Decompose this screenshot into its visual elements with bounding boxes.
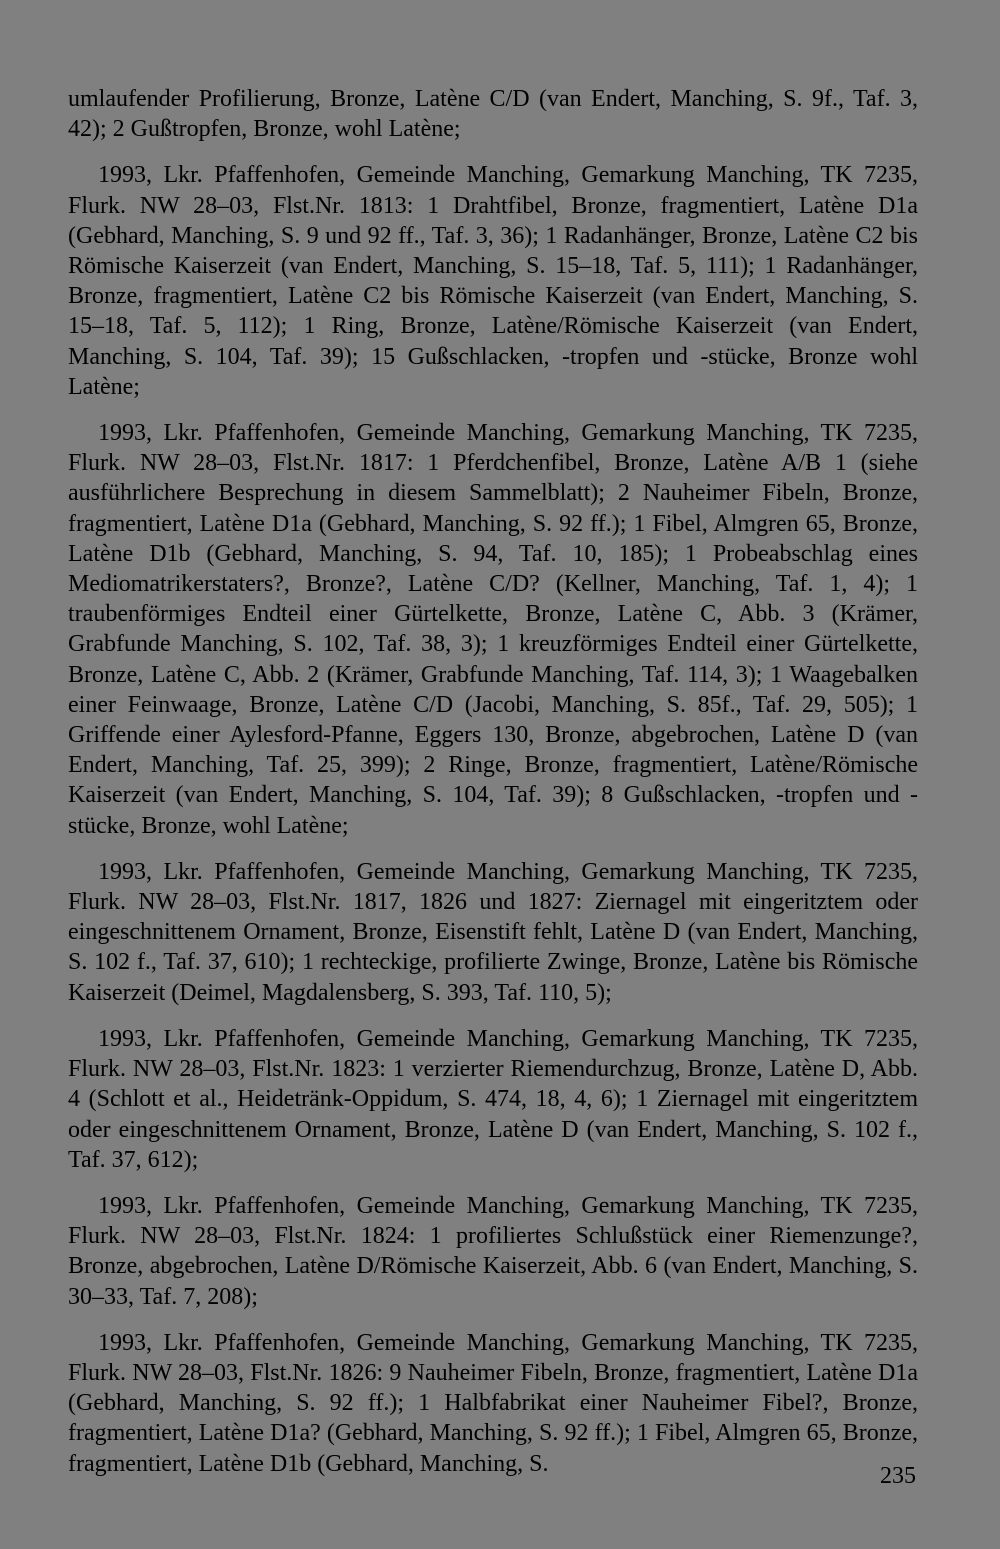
page-number: 235 [880, 1463, 916, 1489]
paragraph-flst-1817: 1993, Lkr. Pfaffenhofen, Gemeinde Manching, Gemarkung Manching, TK 7235, Flurk. NW 28–03, Flst.Nr. 1817: 1 Pferdchenfibel, Bronze, Latène A/B 1 (siehe ausführlichere Besprechung in diesem Sammelblatt); 2 Nauheimer Fibeln, Bronze, fragmentiert, Latène D1a (Gebhard, Manching, S. 92 ff.); 1 Fibel, Almgren 65, Bronze, Latène D1b (Gebhard, Manching, S. 94, Taf. 10, 185); 1 Probeabschlag eines Mediomatrikerstaters?, Bronze?, Latène C/D? (Kellner, Manching, Taf. 1, 4); 1 traubenförmiges Endteil einer Gürtelkette, Bronze, Latène C, Abb. 3 (Krämer, Grabfunde Manching, S. 102, Taf. 38, 3); 1 kreuzförmiges Endteil einer Gürtelkette, Bronze, Latène C, Abb. 2 (Krämer, Grabfunde Manching, Taf. 114, 3); 1 Waagebalken einer Feinwaage, Bronze, Latène C/D (Jacobi, Manching, S. 85f., Taf. 29, 505); 1 Griffende einer Aylesford-Pfanne, Eggers 130, Bronze, abgebrochen, Latène D (van Endert, Manching, Taf. 25, 399); 2 Ringe, Bronze, fragmentiert, Latène/Römische Kaiserzeit (van Endert, Manching, S. 104, Taf. 39); 8 Gußschlacken, -tropfen und -stücke, Bronze, wohl Latène; [68, 420, 918, 839]
paragraph-flst-1817-1826-1827: 1993, Lkr. Pfaffenhofen, Gemeinde Manching, Gemarkung Manching, TK 7235, Flurk. NW 28–03, Flst.Nr. 1817, 1826 und 1827: Ziernagel mit eingeritztem oder eingeschnittenem Ornament, Bronze, Eisenstift fehlt, Latène D (van Endert, Manching, S. 102 f., Taf. 37, 610); 1 rechteckige, profilierte Zwinge, Bronze, Latène bis Römische Kaiserzeit (Deimel, Magdalensberg, S. 393, Taf. 110, 5); [68, 858, 918, 1006]
page-body [68, 84, 918, 1495]
paragraph-flst-1824: 1993, Lkr. Pfaffenhofen, Gemeinde Manching, Gemarkung Manching, TK 7235, Flurk. NW 28–03, Flst.Nr. 1824: 1 profiliertes Schlußstück einer Riemenzunge?, Bronze, abgebrochen, Latène D/Römische Kaiserzeit, Abb. 6 (van Endert, Manching, S. 30–33, Taf. 7, 208); [68, 1192, 918, 1310]
paragraph-flst-1826: 1993, Lkr. Pfaffenhofen, Gemeinde Manching, Gemarkung Manching, TK 7235, Flurk. NW 28–03, Flst.Nr. 1826: 9 Nauheimer Fibeln, Bronze, fragmentiert, Latène D1a (Gebhard, Manching, S. 92 ff.); 1 Halbfabrikat einer Nauheimer Fibel?, Bronze, fragmentiert, Latène D1a? (Gebhard, Manching, S. 92 ff.); 1 Fibel, Almgren 65, Bronze, fragmentiert, Latène D1b (Gebhard, Manching, S. [68, 1329, 918, 1477]
paragraph-flst-1823: 1993, Lkr. Pfaffenhofen, Gemeinde Manching, Gemarkung Manching, TK 7235, Flurk. NW 28–03, Flst.Nr. 1823: 1 verzierter Riemendurchzug, Bronze, Latène D, Abb. 4 (Schlott et al., Heidetränk-Oppidum, S. 474, 18, 4, 6); 1 Ziernagel mit eingeritztem oder eingeschnittenem Ornament, Bronze, Latène D (van Endert, Manching, S. 102 f., Taf. 37, 612); [68, 1025, 918, 1173]
paragraph-continuation: umlaufender Profilierung, Bronze, Latène C/D (van Endert, Manching, S. 9f., Taf. 3, 42); 2 Gußtropfen, Bronze, wohl Latène; [68, 86, 918, 143]
paragraph-flst-1813: 1993, Lkr. Pfaffenhofen, Gemeinde Manching, Gemarkung Manching, TK 7235, Flurk. NW 28–03, Flst.Nr. 1813: 1 Drahtfibel, Bronze, fragmentiert, Latène D1a (Gebhard, Manching, S. 9 und 92 ff., Taf. 3, 36); 1 Radanhänger, Bronze, Latène C2 bis Römische Kaiserzeit (van Endert, Manching, S. 15–18, Taf. 5, 111); 1 Radanhänger, Bronze, fragmentiert, Latène C2 bis Römische Kaiserzeit (van Endert, Manching, S. 15–18, Taf. 5, 112); 1 Ring, Bronze, Latène/Römische Kaiserzeit (van Endert, Manching, S. 104, Taf. 39); 15 Gußschlacken, -tropfen und -stücke, Bronze wohl Latène; [68, 162, 918, 400]
